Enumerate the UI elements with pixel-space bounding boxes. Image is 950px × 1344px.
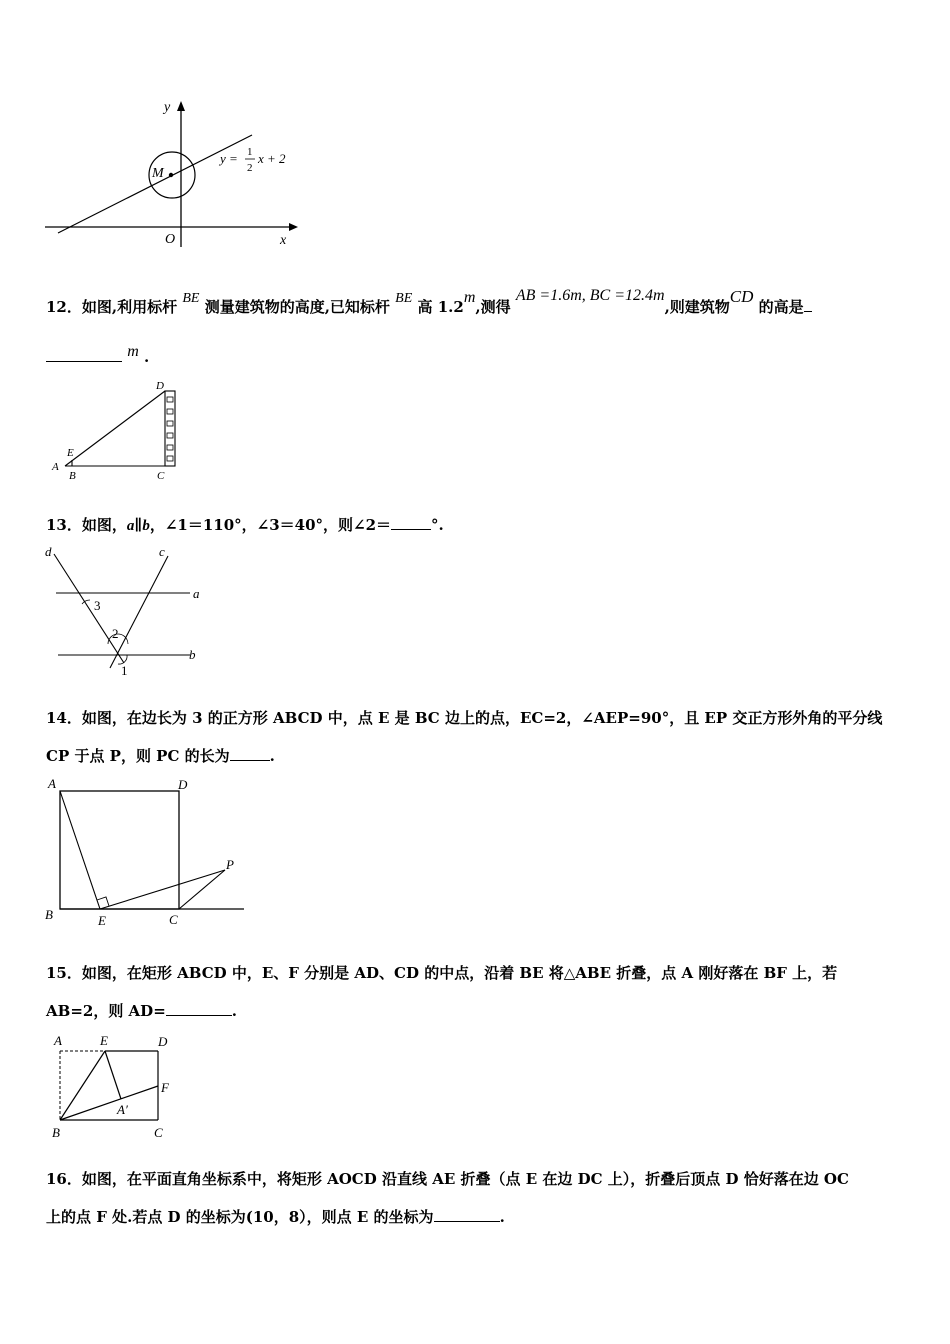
label-d: d	[45, 544, 52, 559]
label-c: C	[154, 1125, 163, 1140]
label-f: F	[161, 1080, 169, 1095]
q16-end: .	[499, 1208, 505, 1226]
q14-blank[interactable]	[230, 746, 270, 761]
q16-number: 16．	[46, 1170, 82, 1188]
q13-blank[interactable]	[391, 515, 431, 530]
label-b: B	[45, 907, 53, 922]
line-c	[110, 556, 168, 668]
window-2	[167, 409, 173, 414]
q16-blank[interactable]	[434, 1207, 500, 1222]
center-m	[169, 173, 173, 177]
q14-number: 14．	[46, 709, 82, 727]
segment-bf	[60, 1086, 158, 1120]
q12-var-be1: BE	[182, 291, 200, 306]
window-1	[167, 397, 173, 402]
q16-text2: 上的点 F 处.若点 D 的坐标为(10，8），则点 E 的坐标为	[46, 1208, 434, 1226]
q12-number: 12．	[46, 298, 82, 316]
q12-line2	[46, 343, 150, 369]
label-c: c	[159, 544, 165, 559]
label-d: D	[178, 777, 188, 792]
q12-unit1: m	[463, 289, 476, 306]
q13-parallel: ∥	[134, 516, 143, 534]
line-graph	[58, 135, 252, 233]
q14-line1	[46, 707, 882, 729]
q12-var-be2: BE	[395, 291, 413, 306]
q13-text1: 如图，	[81, 516, 127, 534]
q12-unit2: m	[127, 343, 139, 360]
label-e: E	[100, 1033, 108, 1048]
q11-figure	[40, 95, 305, 255]
q15-text2: AB=2，则 AD=	[46, 1002, 166, 1020]
window-4	[167, 433, 173, 438]
label-b: B	[52, 1125, 60, 1140]
q12-measure: AB =1.6m, BC =12.4m	[515, 287, 665, 304]
q12-blank[interactable]	[46, 347, 122, 362]
label-e: E	[98, 913, 106, 928]
q14-line2	[46, 745, 275, 767]
label-d: D	[158, 1034, 168, 1049]
label-p: P	[226, 857, 234, 872]
q12-var-cd: CD	[729, 287, 754, 306]
q12-text5: ,则建筑物	[664, 298, 730, 316]
label-y: y	[164, 100, 171, 115]
q12-text3: 高 1.2	[417, 298, 464, 316]
x-axis-arrow	[289, 223, 298, 231]
segment-cp	[179, 870, 225, 909]
eq-rhs: x + 2	[258, 151, 286, 166]
label-b: b	[189, 647, 196, 662]
q12-blank-start[interactable]	[804, 297, 812, 312]
angle-3-label: 3	[94, 598, 101, 613]
q13-figure	[40, 542, 215, 682]
q13-var-b: b	[142, 518, 150, 534]
q14-text2: CP 于点 P，则 PC 的长为	[46, 747, 230, 765]
q12-line1	[46, 287, 812, 320]
q12-text6: 的高是	[758, 298, 804, 316]
label-a: A	[54, 1033, 62, 1048]
q12-end: .	[144, 348, 150, 366]
q15-text1: 如图，在矩形 ABCD 中，E、F 分别是 AD、CD 的中点，沿着 BE 将△ABE 折叠，点 A 刚好落在 BF 上，若	[81, 964, 838, 982]
window-6	[167, 456, 173, 461]
sight-line	[65, 391, 165, 466]
q15-end: .	[231, 1002, 237, 1020]
window-3	[167, 421, 173, 426]
q15-blank[interactable]	[166, 1001, 232, 1016]
label-m: M	[152, 166, 164, 181]
label-b: B	[69, 470, 76, 482]
label-c: C	[157, 470, 165, 482]
segment-ep	[100, 870, 225, 909]
angle-1-label: 1	[121, 663, 128, 678]
label-e: E	[67, 447, 74, 459]
q14-text1: 如图，在边长为 3 的正方形 ABCD 中，点 E 是 BC 边上的点，EC=2，∠AEP=90°，且 EP 交正方形外角的平分线	[81, 709, 883, 727]
label-a-prime: A′	[117, 1102, 128, 1117]
eq-num: 1	[247, 146, 253, 158]
q16-line1	[46, 1168, 849, 1190]
q15-line1	[46, 962, 837, 984]
eq-lhs: y =	[220, 151, 238, 166]
segment-ae	[60, 791, 100, 909]
square-abcd	[60, 791, 179, 909]
q14-figure	[40, 772, 250, 932]
q13-end: °.	[431, 516, 444, 534]
q12-text2: 测量建筑物的高度,已知标杆	[204, 298, 390, 316]
eq-den: 2	[247, 162, 253, 174]
label-x: x	[280, 233, 287, 248]
label-a: a	[193, 586, 200, 601]
label-o: O	[165, 232, 176, 247]
q15-line2	[46, 1000, 237, 1022]
q12-text1: 如图,利用标杆	[81, 298, 178, 316]
q16-text1: 如图，在平面直角坐标系中，将矩形 AOCD 沿直线 AE 折叠（点 E 在边 DC 上），折叠后顶点 D 恰好落在边 OC	[81, 1170, 849, 1188]
window-5	[167, 445, 173, 450]
q13-text2: ，∠1＝110°，∠3＝40°，则∠2＝	[149, 516, 392, 534]
label-c: C	[169, 912, 178, 927]
label-d: D	[156, 380, 164, 392]
segment-be	[60, 1051, 105, 1120]
q12-figure	[44, 376, 194, 486]
q15-figure	[44, 1030, 194, 1145]
q14-end: .	[269, 747, 275, 765]
q16-line2	[46, 1206, 505, 1228]
q13-number: 13．	[46, 516, 82, 534]
q13-line1	[46, 514, 444, 537]
q15-number: 15．	[46, 964, 82, 982]
label-a: A	[48, 776, 56, 791]
y-axis-arrow	[177, 101, 185, 111]
line-d	[54, 554, 124, 663]
q13-var-a: a	[126, 518, 135, 534]
segment-ea-prime	[105, 1051, 121, 1099]
label-a: A	[52, 461, 59, 473]
q12-text4: ,测得	[475, 298, 511, 316]
angle-2-label: 2	[112, 626, 119, 641]
